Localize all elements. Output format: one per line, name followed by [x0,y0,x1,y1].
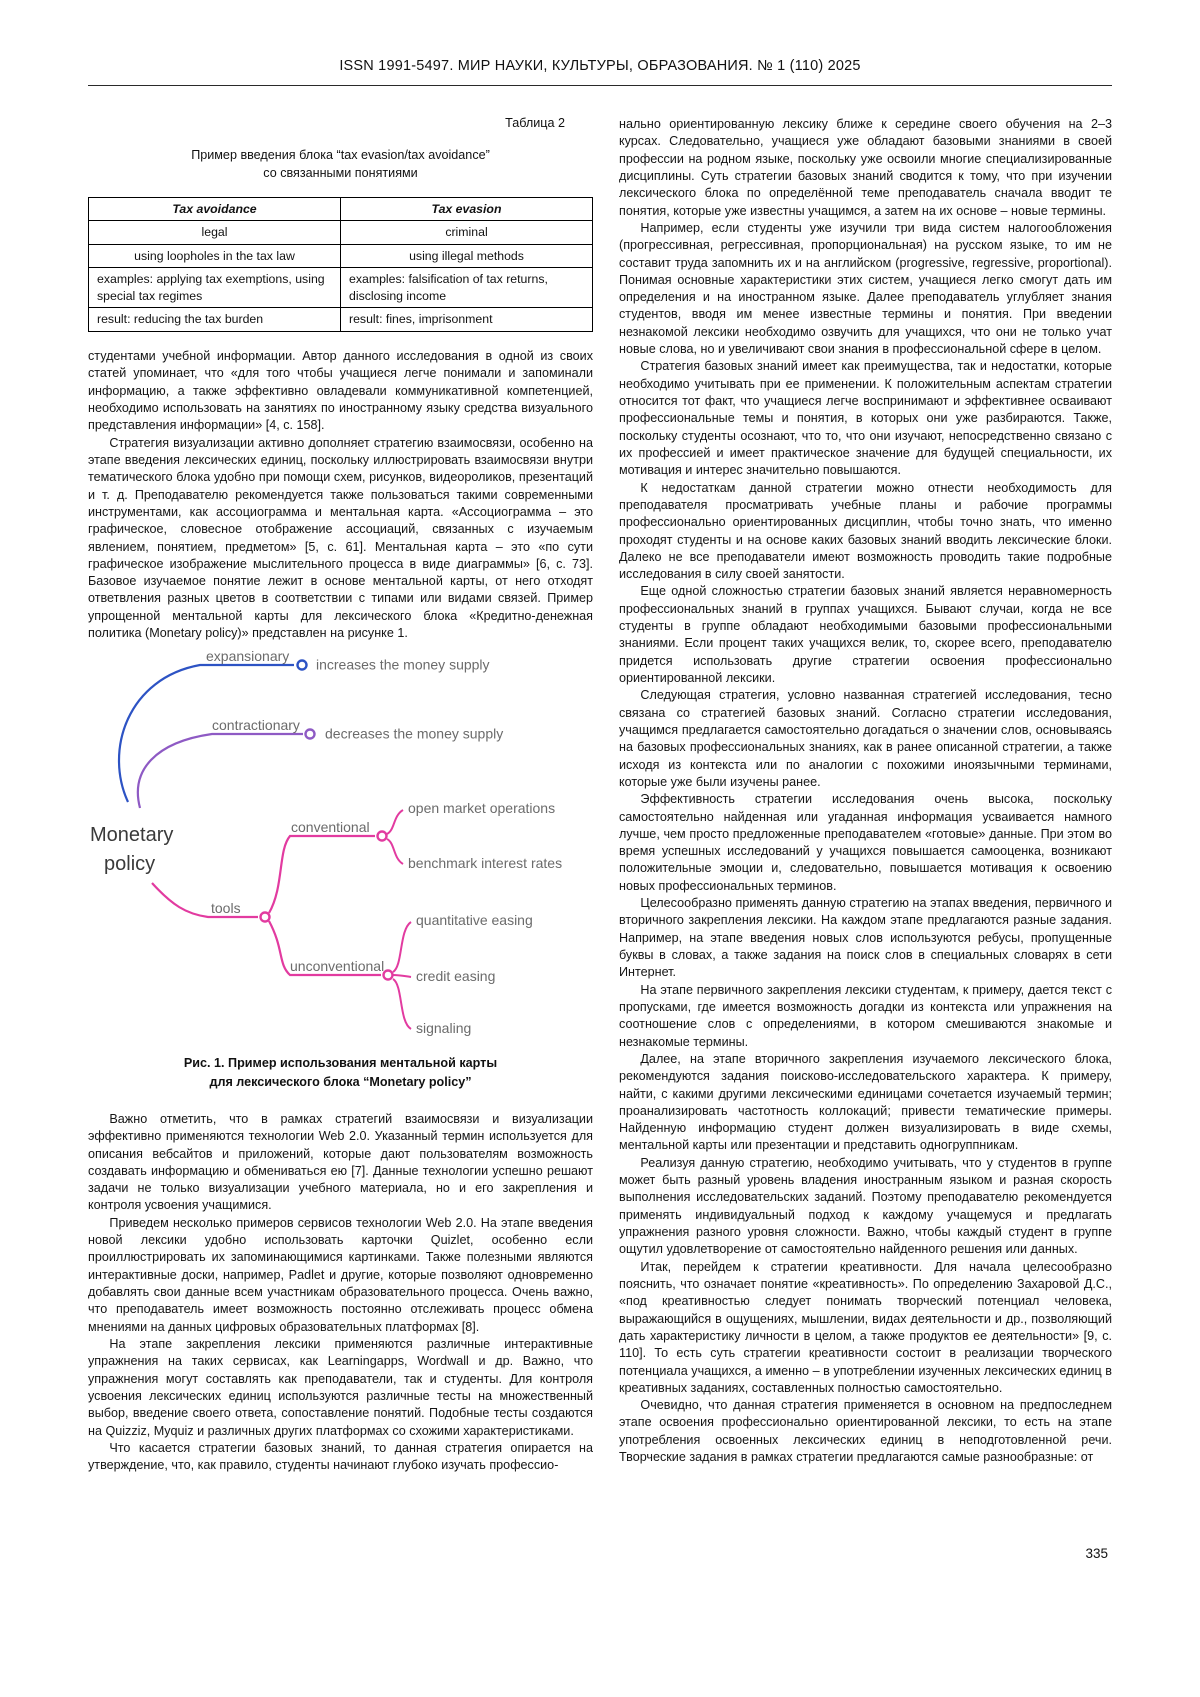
node-conventional [378,832,387,841]
leaf-signaling: signaling [416,1020,472,1037]
table-row [89,221,593,245]
root-monetary: Monetary [90,824,174,847]
table-cell: examples: falsification of tax returns, disclosing income [341,268,593,308]
leaf-benchmark-interest-rates: benchmark interest rates [408,855,563,872]
paragraph: Важно отметить, что в рамках стратегий взаимосвязи и визуализации эффективно применяются технологии Web 2.0. Указанный термин используется для описания вебсайтов и приложений, которые дают пользователям возможность создавать информацию и обмениваться ею [7]. Данные технологии успешно решают задачи не только визуализации учебного материала, но и его закрепления и контроля усвоения учащимися. [88,1111,593,1213]
leaf-line-signaling [393,979,411,1029]
paragraph: Эффективность стратегии исследования очень высока, поскольку самостоятельно найденная или угаданная информация усваивается намного лучше, чем просто предложенные преподавателем «готовые» данные. При этом во время успешных исследований у учащихся повышается самооценка, возникают положительные эмоции и, следовательно, повышается мотивация к освоению новых профессиональных терминов. [619,792,1112,893]
table-row [89,308,593,332]
figure-caption [88,1054,593,1091]
paragraph: Еще одной сложностью стратегии базовых знаний является неравномерность профессиональных знаний в группах учащихся. Бывают случаи, когда не все студенты в группе обладают необходимыми базовыми профессиональными знаниями. Если процент таких учащихся велик, то, скорее всего, преподавателю придется использовать другие стратегии освоения профессионально ориентированной лексики. [619,584,1112,685]
leaf-line-quantitative [393,922,411,972]
table-cell: using illegal methods [341,244,593,268]
paragraph: Что касается стратегии базовых знаний, то данная стратегия опирается на утверждение, что, как правило, студенты начинают глубоко изучать профессио- [88,1440,593,1473]
table-label: Таблица 2 [505,116,565,130]
paragraph: Целесообразно применять данную стратегию на этапах введения, первичного и вторичного закрепления лексики. На каждом этапе предлагаются разные задания. Например, на этапе введения новых слов используются ребусы, пропущенные буквы в словах, а также задания на поиск слов в специальных словарях в сети Интернет. [619,896,1112,980]
label-tools: tools [211,900,241,917]
root-policy: policy [104,853,156,876]
right-column [619,116,1112,1466]
page-number: 335 [1085,1546,1108,1561]
branch-tools-line [152,883,258,917]
table-title [88,146,593,183]
label-expansionary: expansionary [206,650,290,665]
paragraph: На этапе закрепления лексики применяются различные интерактивные упражнения на таких сервисах, как Learningapps, Wordwall и др. Важно, что упражнения могут составлять как преподаватели, так и студенты. Для контроля усвоения лексических единиц используются различные тесты на множественный выбор, введение своего ответа, сопоставление понятий. Подобные тесты создаются на Quizziz, Myquiz и различных других платформах со схожими характеристиками. [88,1336,593,1438]
leaf-quantitative-easing: quantitative easing [416,912,533,929]
table-cell: using loopholes in the tax law [89,244,341,268]
table-header-row [89,197,593,221]
label-contractionary: contractionary [212,717,300,734]
branch-conventional-line [269,836,375,913]
left-column [88,116,593,1474]
paragraph: Приведем несколько примеров сервисов технологии Web 2.0. На этапе введения новой лексики удобно использовать карточки Quizlet, особенно если проиллюстрировать их запоминающимися картинками. Также полезными являются интерактивные доски, например, Padlet и другие, которые позволяют одновременно добавлять свои данные всем участникам образовательного процесса. Очень важно, что преподаватель имеет возможность постоянно отслеживать процесс обмена мнениями на данных цифровых образовательных платформах [8]. [88,1215,593,1334]
paragraph: Далее, на этапе вторичного закрепления изучаемого лексического блока, рекомендуются задания поисково-исследовательского характера. К примеру, найти, с какими другими лексическими единицами сочетается изучаемый термин; проанализировать частотность коллокаций; привести тематические примеры. Найденную информацию студент должен визуализировать в виде схемы, ментальной карты или презентации и представить одногруппникам. [619,1051,1112,1153]
paragraph: Например, если студенты уже изучили три вида систем налогообложения (прогрессивная, регрессивная, пропорциональная) на русском языке, то им не составит труда запомнить их и на английском (progressive, regressive, proportional). Понимая основные характеристики этих систем, учащиеся легко смогут дать им определения и на иностранном языке. Далее преподаватель углубляет знания студентов, вводя им менее известные термины и понятия. При введении незнакомой лексики необходимо озвучить для учащихся, что они не только учат новые слова, но и увеличивают свои знания в профессиональной сфере в целом. [619,220,1112,357]
leaf-open-market-operations: open market operations [408,800,556,817]
table-title-line2: со связанными понятиями [263,166,418,181]
label-unconventional: unconventional [290,958,385,975]
table-title-line1: Пример введения блока “tax evasion/tax avoidance” [191,148,490,162]
leaf-line-open-market [387,810,403,834]
paragraph: К недостаткам данной стратегии можно отнести необходимость для преподавателя просматривать учебные планы и рабочие программы профессионально ориентированных дисциплин, чтобы точно знать, что именно проходят студенты и на основе каких базовых знаний вводить лексические блоки. Далеко не все преподаватели имеют возможность проводить такие подробные исследования в силу своей занятости. [619,480,1112,582]
node-unconventional [384,971,393,980]
branch-contractionary-line [138,734,303,808]
paragraph: студентами учебной информации. Автор данного исследования в одной из своих статей упоминает, что «для того чтобы учащиеся легче понимали и запоминали информацию, а также эффективно овладевали коммуникативной компетенцией, необходимо использовать на занятиях по иностранному языку средства визуального представления информации» [4, с. 158]. [88,349,593,433]
paragraph: На этапе первичного закрепления лексики студентам, к примеру, дается текст с пропусками, где имеется возможность догадки из контекста или упражнения на соотношение слов с определениями, в котором смешиваются знакомые и незнакомые термины. [619,982,1112,1049]
paragraph: Следующая стратегия, условно названная стратегией исследования, тесно связана со стратегией базовых знаний. Согласно стратегии исследования, учащимся предлагается самостоятельно догадаться о значении слов, основываясь на базовых профессиональных знаниях, как в ранее описанной стратегии, а также исходя из контекста или по аналогии с похожими иноязычными терминами, которые уже были изучены ранее. [619,688,1112,789]
paragraph: нально ориентированную лексику ближе к середине своего обучения на 2–3 курсах. Следовательно, учащиеся уже обладают базовыми знаниями в своей профессии на родном языке, поскольку уже освоили многие специализированные дисциплины. Суть стратегии базовых знаний сводится к тому, что при изучении лексического блока по определённой теме преподаватель сначала вводит те понятия, которые уже известны учащимся, а затем на их основе – новые термины. [619,117,1112,218]
table-cell: criminal [341,221,593,245]
table-cell: result: fines, imprisonment [341,308,593,332]
table-cell: legal [89,221,341,245]
paragraph: Стратегия базовых знаний имеет как преимущества, так и недостатки, которые необходимо учитывать при ее применении. К положительным аспектам стратегии относится тот факт, что учащиеся легче воспринимают и эффективнее осваивают профессиональные темы и понятия, в которых они уже разбираются. Также, поскольку студенты осознают, что то, что они изучают, непосредственно связано с их профессией и имеет практическое значение для будущей специальности, их мотивация и интерес значительно повышаются. [619,359,1112,478]
table-row [89,244,593,268]
leaf-increases-money-supply: increases the money supply [316,656,490,673]
mind-map-figure [88,650,593,1048]
journal-header: ISSN 1991-5497. МИР НАУКИ, КУЛЬТУРЫ, ОБРАЗОВАНИЯ. № 1 (110) 2025 [88,58,1112,86]
figure-caption-line2: для лексического блока “Monetary policy” [209,1074,472,1089]
paragraph: Очевидно, что данная стратегия применяется в основном на предпоследнем этапе освоения профессионально ориентированной лексики, то есть на этапе употребления освоенных лексических единиц в неподготовленной речи. Творческие задания в рамках стратегии предлагаются самые разнообразные: от [619,1398,1112,1465]
table-cell: result: reducing the tax burden [89,308,341,332]
table-cell: examples: applying tax exemptions, using special tax regimes [89,268,341,308]
leaf-credit-easing: credit easing [416,968,496,985]
table-header-tax-avoidance: Tax avoidance [89,197,341,221]
leaf-line-benchmark [387,839,403,864]
node-expansionary [298,661,307,670]
table-row [89,268,593,308]
leaf-decreases-money-supply: decreases the money supply [325,725,504,742]
paragraph: Итак, перейдем к стратегии креативности. Для начала целесообразно пояснить, что означает понятие «креативность». По определению Захаровой Д.С., «под креативностью следует понимать творческий потенциал человека, выражающийся в ощущениях, мышлении, видах деятельности и др., позволяющий дать характеристику личности в целом, а также продуктов ее деятельности» [9, с. 110]. То есть суть стратегии креативности состоит в реализации творческого потенциала учащихся, а именно – в употреблении изученных лексических единиц в креативных заданиях, составленных полностью самостоятельно. [619,1259,1112,1395]
node-contractionary [306,730,315,739]
node-tools [261,913,270,922]
figure-caption-line1: Рис. 1. Пример использования ментальной карты [183,1056,498,1071]
label-conventional: conventional [291,819,370,836]
leaf-line-credit [393,975,411,977]
paragraph: Стратегия визуализации активно дополняет стратегию взаимосвязи, особенно на этапе введения лексических единиц, поскольку иллюстрировать взаимосвязи внутри тематического блока удобно при помощи схем, рисунков, видеороликов, презентаций и т. д. Преподавателю рекомендуется также пользоваться такими современными инструментами, как ассоциограмма и ментальная карта. «Ассоциограмма – это графическое, словесное отображение ассоциаций, связанных с изучаемым явлением, понятием, предметом» [5, с. 61]. Ментальная карта – это «по сути графическое изображение мыслительного процесса в виде диаграммы» [6, с. 73]. Базовое изучаемое понятие лежит в основе ментальной карты, от него отходят ответвления разных цветов в соответствии с типами или видами связей. Пример упрощенной ментальной карты для лексического блока «Кредитно-денежная политика (Monetary policy)» представлен на рисунке 1. [88,435,593,641]
two-column-layout [88,116,1112,1474]
figure-mental-map [88,650,593,1048]
paragraph: Реализуя данную стратегию, необходимо учитывать, что у студентов в группе может быть разный уровень владения иностранным языком и разная скорость выполнения исследовательских заданий. Поэтому преподавателю рекомендуется применять индивидуальный подход к каждому учащемуся и предлагать упражнения разного уровня сложности. Важно, чтобы каждый студент в группе ощутил удовлетворение от самостоятельно найденного решения или данных. [619,1155,1112,1257]
vocab-table [88,197,593,333]
table-header-tax-evasion: Tax evasion [341,197,593,221]
